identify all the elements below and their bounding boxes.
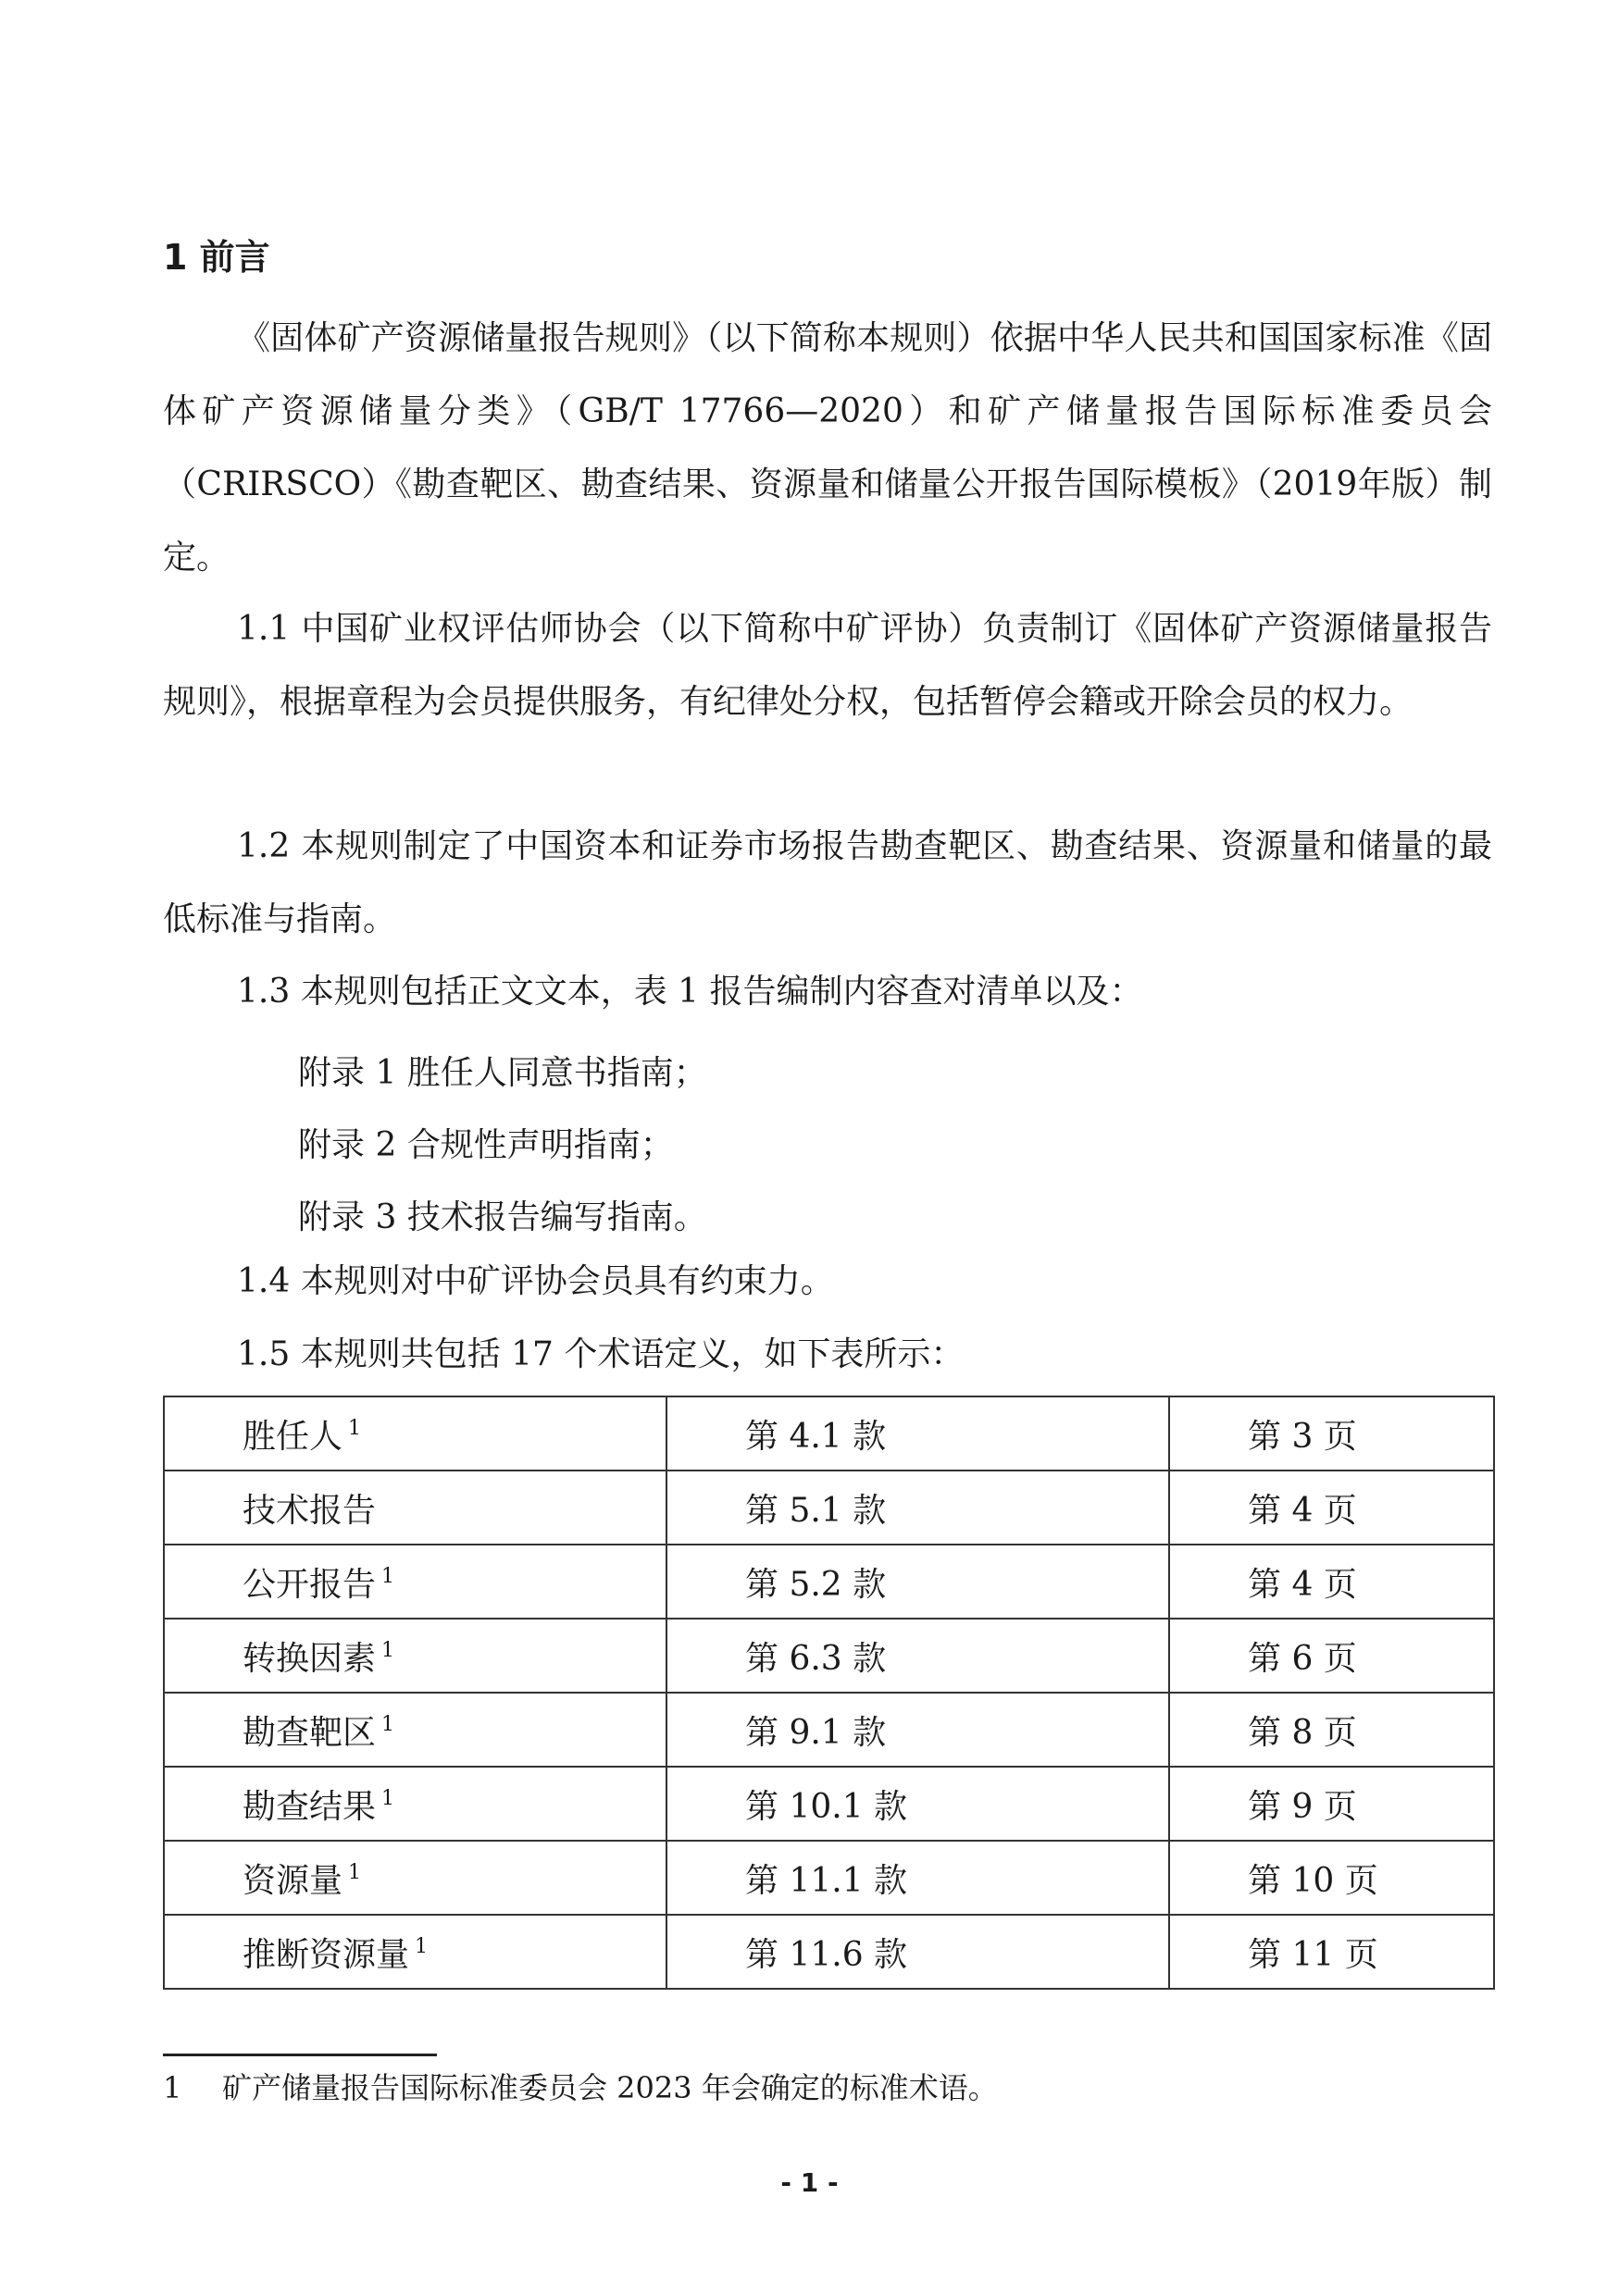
paragraph-1-2: 1.2 本规则制定了中国资本和证券市场报告勘查靶区、勘查结果、资源量和储量的最低标准与指南。 [163,827,1492,938]
footnote-ref: 1 [415,1934,429,1958]
paragraph-1-5: 1.5 本规则共包括 17 个术语定义，如下表所示： [237,1335,965,1373]
page-cell: 第 3 页 [1169,1396,1494,1471]
term-cell: 资源量 $^1$ [164,1841,666,1915]
page-cell: 第 10 页 [1169,1841,1494,1915]
footnote-ref: 1 [348,1860,362,1884]
table-row [164,1545,1494,1619]
clause-cell: 第 11.1 款 [666,1841,1169,1915]
paragraph-1-3: 1.3 本规则包括正文文本，表 1 报告编制内容查对清单以及： [237,973,1143,1011]
table-row [164,1471,1494,1545]
term-cell: 转换因素 $^1$ [164,1619,666,1693]
page-cell: 第 6 页 [1169,1619,1494,1693]
clause-cell: 第 6.3 款 [666,1619,1169,1693]
table-row [164,1619,1494,1693]
clause-cell: 第 9.1 款 [666,1693,1169,1767]
table-row [164,1915,1494,1989]
term-cell: 勘查结果 $^1$ [164,1767,666,1841]
appendix-item-3: 附录 3 技术报告编写指南。 [298,1198,707,1236]
term-cell: 胜任人 $^1$ [164,1396,666,1471]
page-cell: 第 8 页 [1169,1693,1494,1767]
footnote-text: 矿产储量报告国际标准委员会 2023 年会确定的标准术语。 [222,2070,998,2105]
footnote-ref: 1 [381,1638,395,1662]
clause-cell: 第 4.1 款 [666,1396,1169,1471]
page-number: - 1 - [780,2167,839,2198]
table-row [164,1396,1494,1471]
clause-cell: 第 5.2 款 [666,1545,1169,1619]
terms-table [163,1396,1495,1990]
table-row [164,1693,1494,1767]
clause-cell: 第 5.1 款 [666,1471,1169,1545]
paragraph-1-4: 1.4 本规则对中矿评协会员具有约束力。 [237,1262,834,1300]
table-row [164,1767,1494,1841]
term-cell: 勘查靶区 $^1$ [164,1693,666,1767]
page-cell: 第 9 页 [1169,1767,1494,1841]
section-heading: 1 前言 [163,237,270,278]
page-cell: 第 11 页 [1169,1915,1494,1989]
term-cell: 推断资源量 $^1$ [164,1915,666,1989]
footnote-ref: 1 [381,1786,395,1810]
footnote-divider [163,2054,437,2056]
footnote-ref: 1 [381,1564,395,1588]
footnote [163,2062,998,2114]
page-cell: 第 4 页 [1169,1471,1494,1545]
page-cell: 第 4 页 [1169,1545,1494,1619]
appendix-item-1: 附录 1 胜任人同意书指南； [298,1054,707,1092]
intro-paragraph: 《固体矿产资源储量报告规则》（以下简称本规则）依据中华人民共和国国家标准《固体矿产资源储量分类》（GB/T 17766—2020）和矿产储量报告国际标准委员会（CRIRSCO）《勘查靶区、勘查结果、资源量和储量公开报告国际模板》（2019年版）制定。 [163,319,1492,577]
appendix-item-2: 附录 2 合规性声明指南； [298,1126,674,1164]
footnote-ref: 1 [348,1416,362,1440]
footnote-mark: 1 [163,2070,182,2105]
paragraph-1-1: 1.1 中国矿业权评估师协会（以下简称中矿评协）负责制订《固体矿产资源储量报告规则》，根据章程为会员提供服务，有纪律处分权，包括暂停会籍或开除会员的权力。 [163,610,1492,721]
term-cell: 公开报告 $^1$ [164,1545,666,1619]
footnote-ref: 1 [381,1712,395,1736]
term-cell: 技术报告 [164,1471,666,1545]
table-row [164,1841,1494,1915]
clause-cell: 第 11.6 款 [666,1915,1169,1989]
clause-cell: 第 10.1 款 [666,1767,1169,1841]
